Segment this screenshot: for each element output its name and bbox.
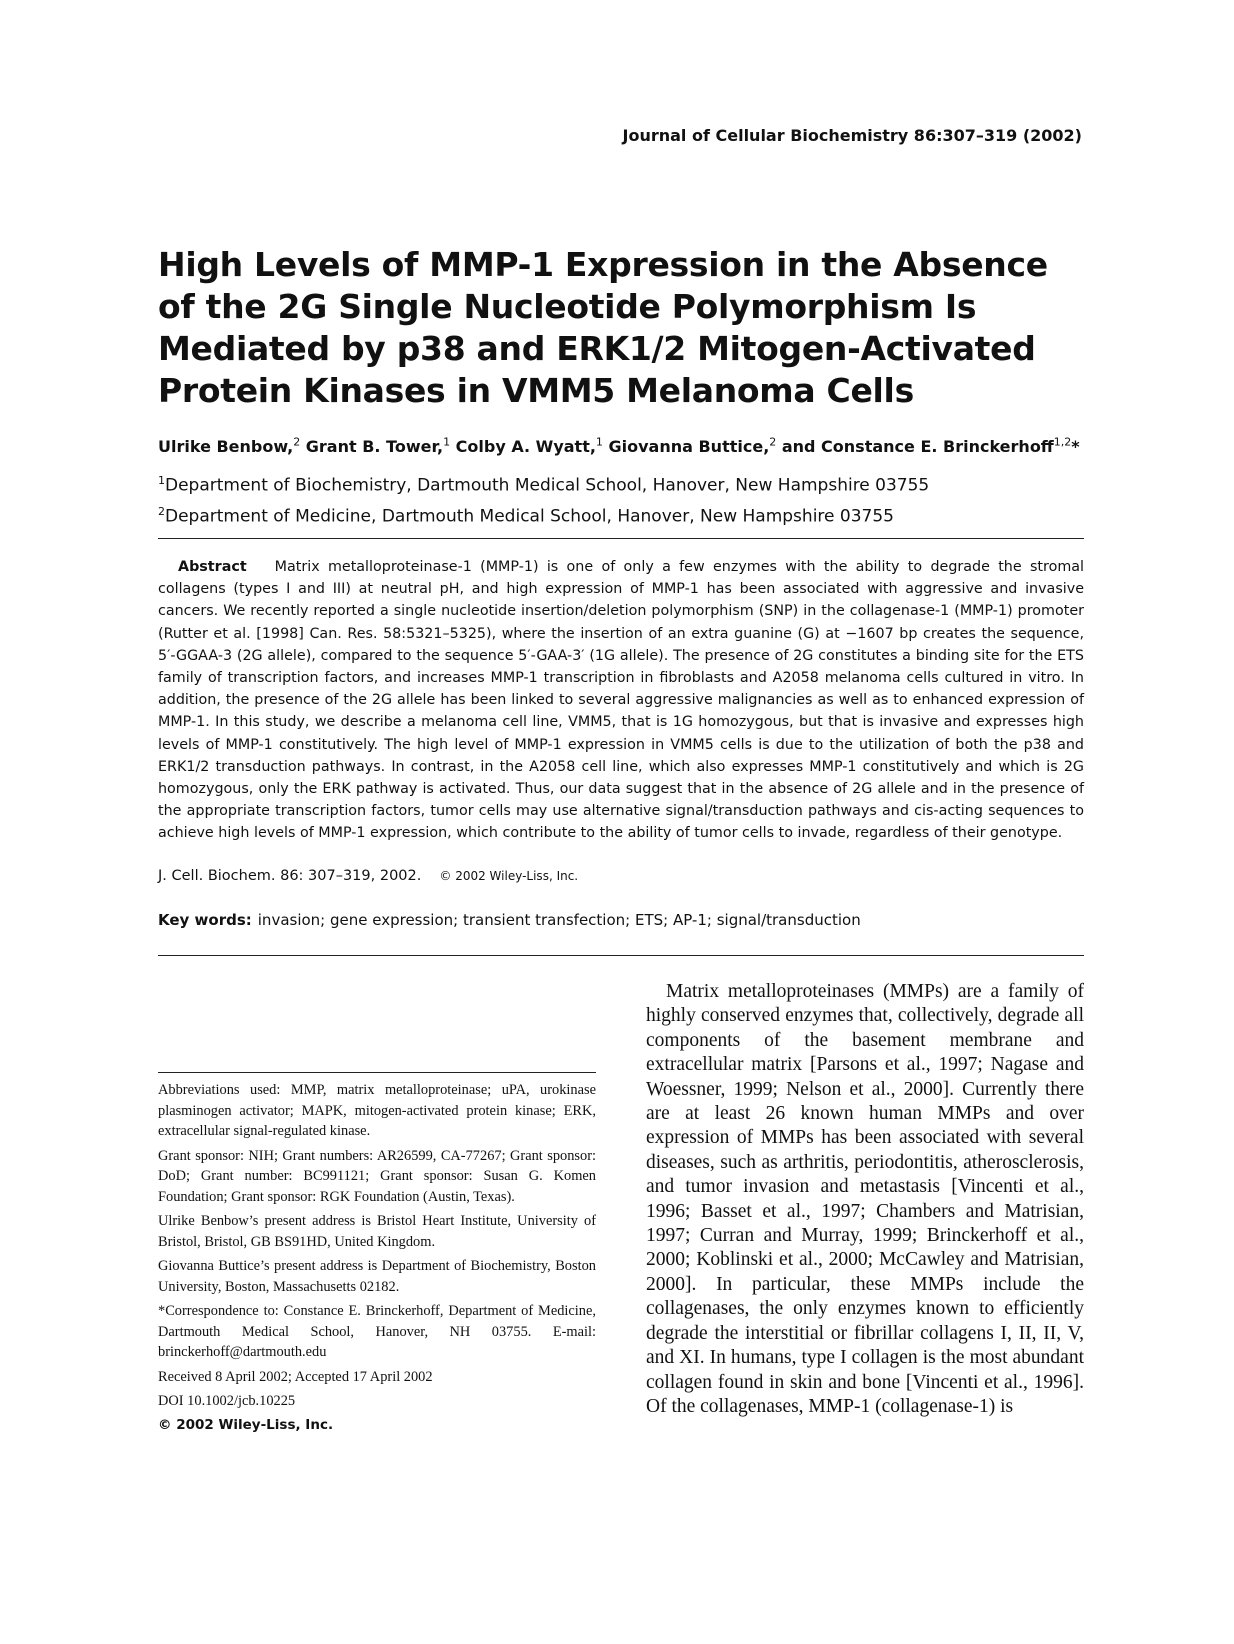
footnote-benbow-address: Ulrike Benbow’s present address is Bristol Heart Institute, University of Bristol, Bristol, GB BS91HD, United Kingdom.	[158, 1213, 596, 1250]
article-title: High Levels of MMP-1 Expression in the Absence of the 2G Single Nucleotide Polymorphism Is Mediated by p38 and ERK1/2 Mitogen-Activated Protein Kinases in VMM5 Melanoma Cells	[158, 245, 1048, 410]
abstract-copyright: © 2002 Wiley-Liss, Inc.	[439, 869, 579, 883]
journal-header: Journal of Cellular Biochemistry 86:307–319 (2002)	[622, 126, 1082, 145]
footnote-correspondence: *Correspondence to: Constance E. Brinckerhoff, Department of Medicine, Dartmouth Medical School, Hanover, NH 03755. E-mail: brinckerhoff@dartmouth.edu	[158, 1303, 596, 1361]
author-5: and Constance E. Brinckerhoff$^{1,2}$*	[781, 436, 1080, 457]
keywords-text: invasion; gene expression; transient transfection; ETS; AP-1; signal/transduction	[257, 911, 861, 929]
footnote-buttice-address: Giovanna Buttice’s present address is Department of Biochemistry, Boston University, Boston, Massachusetts 02182.	[158, 1258, 596, 1295]
footnote-copyright: © 2002 Wiley-Liss, Inc.	[158, 1417, 334, 1434]
abstract	[158, 556, 1084, 845]
body-text: Matrix metalloproteinases (MMPs) are a family of highly conserved enzymes that, collectively, degrade all components of the basement membrane and extracellular matrix [Parsons et al., 1997; Nagase and Woessner, 1999; Nelson et al., 2000]. Currently there are at least 26 known human MMPs and over expression of MMPs has been associated with several diseases, such as arthritis, periodontitis, atherosclerosis, and tumor invasion and metastasis [Vincenti et al., 1996; Basset et al., 1997; Chambers and Matrisian, 1997; Curran and Murray, 1999; Brinckerhoff et al., 2000; Koblinski et al., 2000; McCawley and Matrisian, 2000]. In particular, these MMPs include the collagenases, the only enzymes known to efficiently degrade the interstitial or fibrillar collagens I, II, II, V, and XI. In humans, type I collagen is the most abundant collagen found in skin and bone [Vincenti et al., 1996]. Of the collagenases, MMP-1 (collagenase-1) is	[646, 981, 1084, 1417]
author-3: Colby A. Wyatt,$^1$	[455, 436, 603, 457]
footnote-grants: Grant sponsor: NIH; Grant numbers: AR26599, CA-77267; Grant sponsor: DoD; Grant number: BC991121; Grant sponsor: Susan G. Komen Foundation; Grant sponsor: RGK Foundation (Austin, Texas).	[158, 1147, 596, 1206]
abstract-text: Matrix metalloproteinase-1 (MMP-1) is one of only a few enzymes with the ability to degrade the stromal collagens (types I and III) at neutral pH, and high expression of MMP-1 has been associated with aggressive and invasive cancers. We recently reported a single nucleotide insertion/deletion polymorphism (SNP) in the collagenase-1 (MMP-1) promoter (Rutter et al. [1998] Can. Res. 58:5321–5325), where the insertion of an extra guanine (G) at −1607 bp creates the sequence, 5′-GGAA-3 (2G allele), compared to the sequence 5′-GAA-3′ (1G allele). The presence of 2G constitutes a binding site for the ETS family of transcription factors, and increases MMP-1 transcription in fibroblasts and A2058 melanoma cells cultured in vitro. In addition, the presence of the 2G allele has been linked to several aggressive malignancies as well as to enhanced expression of MMP-1. In this study, we describe a melanoma cell line, VMM5, that is 1G homozygous, but that is invasive and expresses high levels of MMP-1 constitutively. The high level of MMP-1 expression in VMM5 cells is due to the utilization of both the p38 and ERK1/2 transduction pathways. In contrast, in the A2058 cell line, which also expresses MMP-1 constitutively and which is 2G homozygous, only the ERK pathway is activated. Thus, our data suggest that in the absence of 2G allele and in the presence of the appropriate transcription factors, tumor cells may use alternative signal/transduction pathways and cis-acting sequences to achieve high levels of MMP-1 expression, which contribute to the ability of tumor cells to invade, regardless of their genotype.	[158, 559, 1084, 842]
footnote-doi: DOI 10.1002/jcb.10225	[158, 1392, 296, 1409]
abstract-label: Abstract	[178, 559, 247, 575]
footnote-abbreviations: Abbreviations used: MMP, matrix metalloproteinase; uPA, urokinase plasminogen activator; MAPK, mitogen-activated protein kinase; ERK, extracellular signal-regulated kinase.	[158, 1082, 596, 1140]
author-1: Ulrike Benbow,$^2$	[158, 436, 301, 457]
author-4: Giovanna Buttice,$^2$	[608, 436, 777, 457]
footnote-divider	[158, 1072, 596, 1073]
affiliations	[158, 468, 929, 529]
divider-top	[158, 538, 1084, 539]
author-2: Grant B. Tower,$^1$	[305, 436, 451, 457]
divider-bottom	[158, 955, 1084, 956]
footnote-received: Received 8 April 2002; Accepted 17 April 2002	[158, 1368, 433, 1385]
affiliation-2: $^2$Department of Medicine, Dartmouth Medical School, Hanover, New Hampshire 03755	[158, 504, 894, 527]
abstract-citation	[158, 868, 578, 884]
affiliation-1: $^1$Department of Biochemistry, Dartmouth Medical School, Hanover, New Hampshire 03755	[158, 474, 930, 496]
citation-text: J. Cell. Biochem. 86: 307–319, 2002.	[158, 868, 422, 884]
keywords-label: Key words:	[158, 911, 252, 929]
footnotes	[158, 1080, 596, 1439]
keywords	[158, 911, 861, 929]
author-list	[158, 436, 1080, 456]
